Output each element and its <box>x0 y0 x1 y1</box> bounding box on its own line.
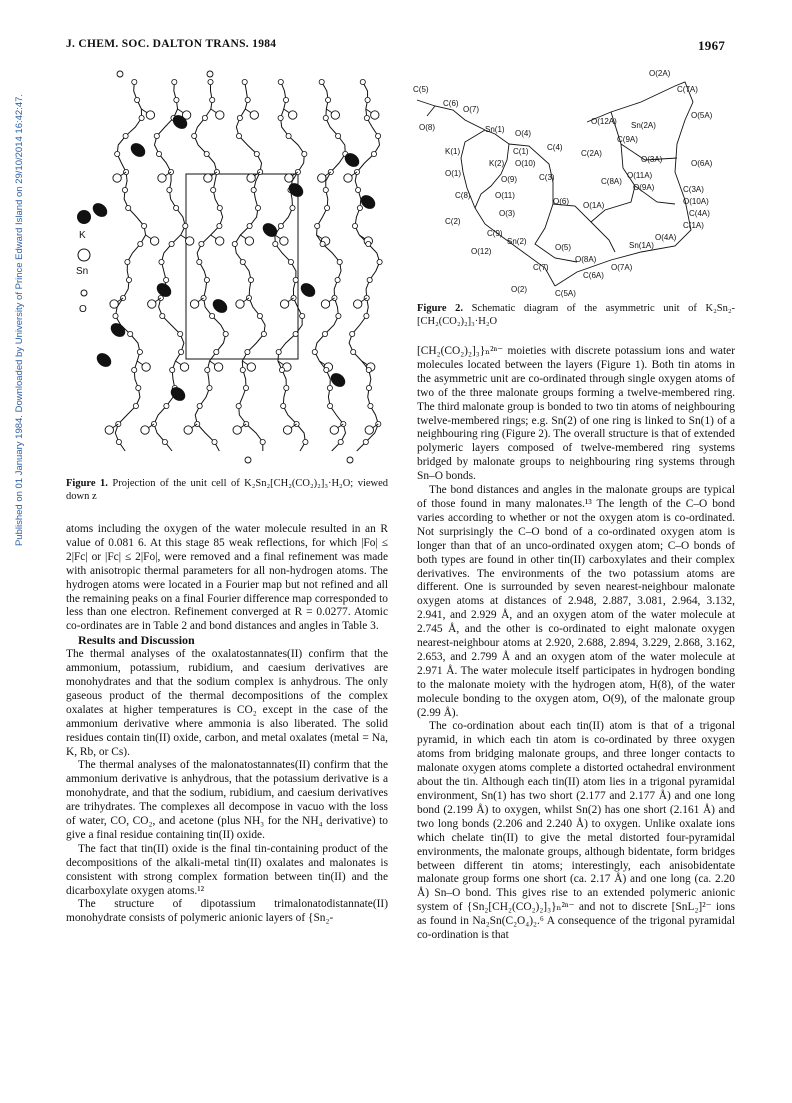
atom-O4: O(4) <box>515 129 531 138</box>
oxygen-atom <box>336 313 341 318</box>
oxygen-atom <box>319 79 324 84</box>
potassium-ion <box>154 280 174 299</box>
oxygen-atom <box>164 277 169 282</box>
potassium-ion <box>210 296 230 315</box>
tin-atom <box>233 426 241 434</box>
oxygen-atom <box>356 187 361 192</box>
legend-o-symbol <box>81 290 87 296</box>
oxygen-atom <box>172 79 177 84</box>
atom-O9A: O(9A) <box>633 183 655 192</box>
legend-sn-label: Sn <box>76 266 89 277</box>
download-notice-text: Published on 01 January 1984. Downloaded by University of Prince Edward Island on 29/10/2014 16:42:47. <box>14 93 25 547</box>
tin-atom <box>150 237 158 245</box>
oxygen-atom <box>312 349 317 354</box>
atom-O2A: O(2A) <box>649 69 671 78</box>
atom-C7A: C(7A) <box>677 85 698 94</box>
oxygen-atom <box>197 259 202 264</box>
atom-C1: C(1) <box>513 147 529 156</box>
oxygen-atom <box>336 133 341 138</box>
oxygen-atom <box>204 151 209 156</box>
atom-C9A: C(9A) <box>617 135 638 144</box>
oxygen-atom <box>352 223 357 228</box>
oxygen-atom <box>364 115 369 120</box>
oxygen-atom <box>338 439 343 444</box>
right-column <box>417 345 735 943</box>
oxygen-atom <box>276 349 281 354</box>
oxygen-atom <box>179 349 184 354</box>
atom-O5: O(5) <box>555 243 571 252</box>
tin-atom <box>331 111 339 119</box>
atom-K1: K(1) <box>445 147 461 156</box>
atom-C4: C(4) <box>547 143 563 152</box>
tin-atom <box>110 300 118 308</box>
atom-Sn1: Sn(1) <box>485 125 505 134</box>
paragraph-tin-oxide: The fact that tin(II) oxide is the final tin-containing product of the decompositions of the alkali-metal tin(II) oxalates and malonates is consistent with strong complex formation between tin(II) and the dicarboxylate oxygen atoms.¹² <box>66 842 388 897</box>
oxygen-atom <box>207 385 212 390</box>
atom-C6A: C(6A) <box>583 271 604 280</box>
atom-K2: K(2) <box>489 159 505 168</box>
atom-C7: C(7) <box>533 263 549 272</box>
oxygen-atom <box>125 259 130 264</box>
figure-1-legend <box>76 210 91 315</box>
oxygen-atom <box>363 439 368 444</box>
oxygen-atom <box>205 367 210 372</box>
oxygen-atom <box>115 151 120 156</box>
oxygen-atom <box>284 385 289 390</box>
oxygen-atom <box>364 313 369 318</box>
tin-atom <box>280 237 288 245</box>
oxygen-atom <box>160 313 165 318</box>
legend-o-label: O <box>79 304 87 315</box>
atom-Sn2: Sn(2) <box>507 237 527 246</box>
oxygen-atom <box>315 223 320 228</box>
polymer-network <box>90 71 382 463</box>
tin-atom <box>245 237 253 245</box>
atom-O1A: O(1A) <box>583 201 605 210</box>
oxygen-atom <box>368 403 373 408</box>
figure-2-caption-text: Schematic diagram of the asymmetric unit of K₂Sn₂-[CH₂(CO₂)₂]₃·H₂O <box>417 303 735 327</box>
section-heading-results: Results and Discussion <box>78 633 195 648</box>
oxygen-atom <box>133 403 138 408</box>
tin-atom <box>318 174 326 182</box>
oxygen-atom <box>113 313 118 318</box>
oxygen-atom <box>154 133 159 138</box>
oxygen-atom <box>327 385 332 390</box>
oxygen-atom <box>300 313 305 318</box>
oxygen-atom <box>126 277 131 282</box>
oxygen-atom <box>357 205 362 210</box>
tin-atom <box>247 363 255 371</box>
atom-C5A: C(5A) <box>555 289 576 298</box>
atom-C2A: C(2A) <box>581 149 602 158</box>
atom-O7: O(7) <box>463 105 479 114</box>
atom-O1: O(1) <box>445 169 461 178</box>
atom-C9: C(9) <box>487 229 503 238</box>
atom-O3A: O(3A) <box>641 155 663 164</box>
oxygen-atom <box>192 133 197 138</box>
tin-atom <box>180 363 188 371</box>
atom-O4A: O(4A) <box>655 233 677 242</box>
atom-O10A: O(10A) <box>683 197 709 206</box>
figure-2-schematic <box>405 62 735 302</box>
atom-O7A: O(7A) <box>611 263 633 272</box>
oxygen-atom <box>254 151 259 156</box>
paragraph-bond-distances: The bond distances and angles in the malonate groups are typical of those found in many malonates.¹³ The length of the C–O bond varies according to whether or not the oxygen atom is co-ordinated. Not surprisingly the C–O bond of a co-ordinated oxygen atom is longer than that of an unco-ordinated oxygen atom; C–O bonds of both types are found in other tin(II) carboxylates and their complex derivatives. The environments of the two potassium atoms are different. One is surrounded by seven nearest-neighbour malonate oxygen atoms at distances of 2.948, 2.887, 3.081, 2.964, 3.132, 2.941, and 2.929 Å, and an oxygen atom of the water molecule at 2.745 Å, and the other is co-ordinated to eight malonate oxygen nearest-neighbour atoms at 2.920, 2.688, 2.894, 3.229, 2.868, 3.162, 2.653, and 2.799 Å and an oxygen atom of the water molecule at 2.971 Å. The water molecule itself participates in hydrogen bonding to the malonate moiety with the hydrogen atom, H(8), of the water molecule bonding to the oxygen atom, O(9), of the malonate group (2.99 Å). <box>417 484 735 719</box>
oxygen-atom <box>322 331 327 336</box>
tin-atom <box>190 300 198 308</box>
atom-O10: O(10) <box>515 159 536 168</box>
atom-C8A: C(8A) <box>601 177 622 186</box>
tin-atom <box>146 111 154 119</box>
polymer-strand <box>349 82 380 451</box>
oxygen-atom <box>164 403 169 408</box>
oxygen-atom <box>279 367 284 372</box>
polymer-strand <box>315 82 346 451</box>
oxygen-atom <box>273 241 278 246</box>
legend-k-label: K <box>79 230 86 241</box>
tin-atom <box>365 426 373 434</box>
oxygen-atom <box>286 133 291 138</box>
paragraph-malonates: The thermal analyses of the malonatostannates(II) confirm that the ammonium derivative is anhydrous, that the potassium derivative is a monohydrate, and that the sodium, rubidium, and caesium derivatives are trihydrates. The complexes all decompose in vacuo with the loss of water, CO, CO₂, and acetone (plus NH₃ for the NH₄ derivative) to give a final residue containing tin(II) oxide. <box>66 759 388 841</box>
oxygen-atom <box>139 115 144 120</box>
oxygen-atom <box>162 439 167 444</box>
legend-k-symbol <box>77 210 91 224</box>
potassium-ion <box>298 280 318 299</box>
tin-atom <box>142 363 150 371</box>
oxygen-atom <box>255 205 260 210</box>
oxygen-atom <box>208 79 213 84</box>
oxygen-atom <box>223 331 228 336</box>
atom-O2: O(2) <box>511 285 527 294</box>
oxygen-atom <box>204 277 209 282</box>
tin-atom <box>141 426 149 434</box>
tin-atom <box>184 426 192 434</box>
oxygen-atom <box>136 385 141 390</box>
oxygen-atom <box>217 223 222 228</box>
tin-atom <box>216 111 224 119</box>
tin-atom <box>283 426 291 434</box>
tin-atom <box>105 426 113 434</box>
oxygen-atom <box>251 187 256 192</box>
atom-C6: C(6) <box>443 99 459 108</box>
oxygen-atom <box>174 205 179 210</box>
paragraph-oxalates: The thermal analyses of the oxalatostannates(II) confirm that the ammonium, potassium, rubidium, and caesium derivatives are monohydrates and that the sodium complex is anhydrous. The only gaseous product of the thermal decompositions of the complex oxalates at higher temperatures is CO₂ except in the case of the ammonium derivative where ammonia is also liberated. The solid residues contain tin(II) oxide, carbon, and metal oxalates (metal = Na, K, Rb, or Cs). <box>66 648 388 758</box>
oxygen-atom <box>377 259 382 264</box>
oxygen-atom <box>202 115 207 120</box>
oxygen-atom <box>167 187 172 192</box>
potassium-ion <box>90 200 110 219</box>
tin-atom <box>371 111 379 119</box>
potassium-ion <box>128 140 148 159</box>
figure-2 <box>405 62 735 302</box>
tin-atom <box>236 300 244 308</box>
figure-2-caption <box>417 302 735 328</box>
atom-C8: C(8) <box>455 191 471 200</box>
oxygen-atom <box>132 367 137 372</box>
oxygen-atom <box>261 331 266 336</box>
oxygen-atom <box>303 439 308 444</box>
figure-2-caption-label: Figure 2. <box>417 303 464 314</box>
page-number: 1967 <box>698 38 726 53</box>
oxygen-atom <box>169 241 174 246</box>
oxygen-atom <box>126 205 131 210</box>
oxygen-atom <box>199 241 204 246</box>
water-oxygen <box>347 457 353 463</box>
atom-Sn1A: Sn(1A) <box>629 241 654 250</box>
tin-atom <box>354 300 362 308</box>
oxygen-atom <box>138 241 143 246</box>
atom-C3A: C(3A) <box>683 185 704 194</box>
tin-atom <box>204 174 212 182</box>
oxygen-atom <box>210 313 215 318</box>
oxygen-atom <box>283 97 288 102</box>
figure-1 <box>60 62 390 472</box>
paragraph-coordination: The co-ordination about each tin(II) atom is that of a trigonal pyramid, in which each tin atom is co-ordinated by three oxygen atoms from bridging malonate groups, and three longer contacts to malonate oxygen atoms complete a distorted octahedral environment about the tin. Although each tin(II) atom lies in a trigonal pyramidal environment, Sn(1) has two short (2.177 and 2.177 Å) and one long bond (2.199 Å) to oxygen, whilst Sn(2) has one short (2.161 Å) and two long bonds (2.206 and 2.240 Å) to oxygen. Unlike oxalate ions which chelate tin(II) to give the metal distorted four-pyramidal environments, the malonate groups, although bidentate, form bridges between different tin atoms; interestingly, each anisobidentate malonate group forms one short (ca. 2.17 Å) and one long (ca. 2.20 Å) Sn–O bond. This gives rise to an extended polymeric anionic system of {Sn₂[CH₂(CO₂)₂]₃}ₙ²ⁿ⁻ and not to discrete [SnL₂]²⁻ ions as found in Na₂Sn(C₂O₄)₂.⁶ A consequence of the trigonal pyramidal co-ordination is that <box>417 720 735 942</box>
oxygen-atom <box>197 403 202 408</box>
water-oxygen <box>245 457 251 463</box>
oxygen-atom <box>240 367 245 372</box>
oxygen-atom <box>328 403 333 408</box>
oxygen-atom <box>248 277 253 282</box>
tin-atom <box>214 363 222 371</box>
water-oxygen <box>207 71 213 77</box>
oxygen-atom <box>326 97 331 102</box>
oxygen-atom <box>212 439 217 444</box>
oxygen-atom <box>116 421 121 426</box>
oxygen-atom <box>116 439 121 444</box>
unit-cell-outline <box>186 174 298 359</box>
oxygen-atom <box>236 133 241 138</box>
oxygen-atom <box>245 97 250 102</box>
oxygen-atom <box>217 205 222 210</box>
water-oxygen <box>117 71 123 77</box>
oxygen-atom <box>242 79 247 84</box>
atom-O11A: O(11A) <box>627 171 653 180</box>
oxygen-atom <box>320 241 325 246</box>
atom-C5: C(5) <box>413 85 429 94</box>
oxygen-atom <box>137 349 142 354</box>
oxygen-atom <box>128 331 133 336</box>
oxygen-atom <box>122 187 127 192</box>
oxygen-atom <box>366 241 371 246</box>
oxygen-atom <box>123 133 128 138</box>
tin-atom <box>158 174 166 182</box>
tin-atom <box>216 237 224 245</box>
atom-C1A: C(1A) <box>683 221 704 230</box>
oxygen-atom <box>135 97 140 102</box>
oxygen-atom <box>335 277 340 282</box>
oxygen-atom <box>281 403 286 408</box>
oxygen-atom <box>240 259 245 264</box>
figure-1-caption-label: Figure 1. <box>66 478 108 489</box>
oxygen-atom <box>245 349 250 354</box>
oxygen-atom <box>132 79 137 84</box>
oxygen-atom <box>290 205 295 210</box>
oxygen-atom <box>324 367 329 372</box>
oxygen-atom <box>351 349 356 354</box>
atom-O6: O(6) <box>553 197 569 206</box>
tin-atom <box>280 300 288 308</box>
oxygen-atom <box>371 151 376 156</box>
oxygen-atom <box>214 349 219 354</box>
oxygen-atom <box>142 223 147 228</box>
oxygen-atom <box>237 115 242 120</box>
tin-atom <box>330 426 338 434</box>
oxygen-atom <box>183 223 188 228</box>
download-notice <box>4 93 25 547</box>
oxygen-atom <box>337 259 342 264</box>
atom-O12A: O(12A) <box>591 117 617 126</box>
oxygen-atom <box>293 331 298 336</box>
oxygen-atom <box>170 367 175 372</box>
oxygen-atom <box>302 151 307 156</box>
atom-O8: O(8) <box>419 123 435 132</box>
oxygen-atom <box>243 385 248 390</box>
oxygen-atom <box>236 403 241 408</box>
oxygen-atom <box>211 187 216 192</box>
atom-O9: O(9) <box>501 175 517 184</box>
polymer-strand <box>194 82 226 451</box>
oxygen-atom <box>159 259 164 264</box>
paragraph-structure: The structure of dipotassium trimalonatodistannate(II) monohydrate consists of polymeric anionic layers of {Sn₂- <box>66 898 388 925</box>
tin-atom <box>321 300 329 308</box>
oxygen-atom <box>174 97 179 102</box>
tin-atom <box>148 300 156 308</box>
legend-sn-symbol <box>78 249 90 261</box>
oxygen-atom <box>156 151 161 156</box>
atom-O6A: O(6A) <box>691 159 713 168</box>
oxygen-atom <box>323 115 328 120</box>
oxygen-atom <box>325 205 330 210</box>
oxygen-atom <box>350 331 355 336</box>
oxygen-atom <box>366 385 371 390</box>
atom-Sn2A: Sn(2A) <box>631 121 656 130</box>
polymer-strand <box>115 82 145 451</box>
tin-atom <box>247 174 255 182</box>
figure-1-caption-text: Projection of the unit cell of K₂Sn₂[CH₂(CO₂)₂]₃·H₂O; viewed down z <box>66 478 389 502</box>
figure-2-atom-labels <box>413 69 713 298</box>
oxygen-atom <box>257 313 262 318</box>
atom-C4A: C(4A) <box>689 209 710 218</box>
atom-O12: O(12) <box>471 247 492 256</box>
potassium-ion <box>94 350 114 369</box>
oxygen-atom <box>288 259 293 264</box>
oxygen-atom <box>232 241 237 246</box>
tin-atom <box>250 111 258 119</box>
left-column <box>66 523 388 926</box>
oxygen-atom <box>278 223 283 228</box>
figure-1-caption <box>66 477 388 503</box>
atom-O3: O(3) <box>499 209 515 218</box>
atom-O8A: O(8A) <box>575 255 597 264</box>
atom-C3: C(3) <box>539 173 555 182</box>
oxygen-atom <box>210 97 215 102</box>
potassium-ion <box>168 384 188 403</box>
oxygen-atom <box>247 223 252 228</box>
potassium-ion <box>108 320 128 339</box>
oxygen-atom <box>360 79 365 84</box>
paragraph-layers: [CH₂(CO₂)₂]₃}ₙ²ⁿ⁻ moieties with discrete potassium ions and water molecules located between the layers (Figure 1). Both tin atoms in the asymmetric unit are co-ordinated through single oxygen atoms of two of the three malonate groups forming a twelve-membered ring. The third malonate group is bonded to two tin atoms of neighbouring twelve-membered rings; e.g. Sn(2) of one ring is linked to Sn(1) of a neighbouring ring (Figure 2). The overall structure is that of extended polymeric layers composed of twelve-membered ring systems bridged by malonate groups to neighbouring ring systems through Sn–O bonds. <box>417 345 735 483</box>
oxygen-atom <box>260 439 265 444</box>
paragraph-refinement: atoms including the oxygen of the water molecule resulted in an R value of 0.081 6. At this stage 85 weak reflections, for which |Fo| ≤ 2|Fc| or |Fc| ≤ 2|Fo|, were removed and a final refinement was made with anisotropic thermal parameters for all non-hydrogen atoms. The hydrogen atoms were located in a Fourier map but not refined and all the remaining peaks on a final Fourier difference map corresponded to less than one electron. Refinement converged at R = 0.0277. Atomic co-ordinates are in Table 2 and bond distances and angles in Table 3. <box>66 523 388 633</box>
oxygen-atom <box>367 277 372 282</box>
oxygen-atom <box>278 79 283 84</box>
oxygen-atom <box>365 97 370 102</box>
tin-atom <box>285 174 293 182</box>
atom-O5A: O(5A) <box>691 111 713 120</box>
oxygen-atom <box>278 115 283 120</box>
tin-atom <box>289 111 297 119</box>
oxygen-atom <box>178 331 183 336</box>
figure-1-crystal-packing <box>60 62 390 472</box>
oxygen-atom <box>323 187 328 192</box>
tin-atom <box>344 174 352 182</box>
atom-O11: O(11) <box>495 191 515 200</box>
oxygen-atom <box>376 133 381 138</box>
oxygen-atom <box>293 277 298 282</box>
tin-atom <box>186 237 194 245</box>
running-header: J. CHEM. SOC. DALTON TRANS. 1984 <box>66 38 277 50</box>
oxygen-atom <box>366 367 371 372</box>
atom-C2: C(2) <box>445 217 461 226</box>
tin-atom <box>113 174 121 182</box>
